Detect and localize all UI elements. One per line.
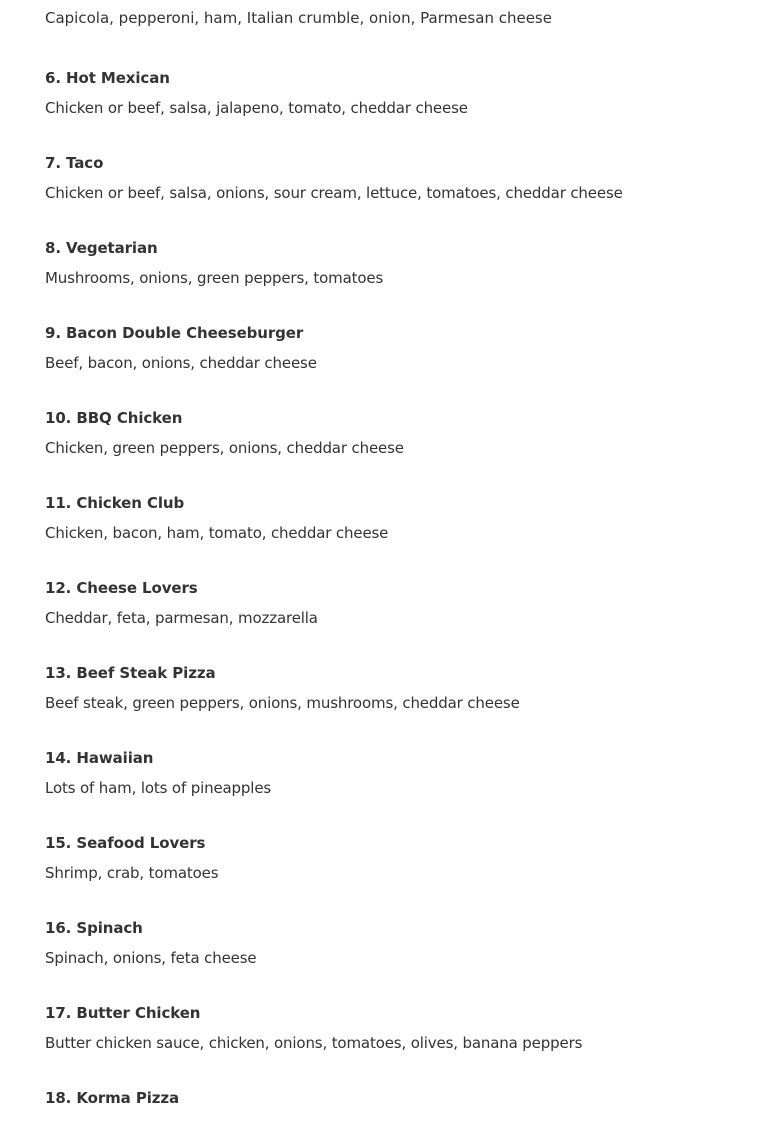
- menu-item-title: 18. Korma Pizza: [45, 1089, 180, 1107]
- menu-item-title: 8. Vegetarian: [45, 239, 158, 257]
- menu-item-12: [45, 576, 745, 630]
- menu-item-description: Chicken, bacon, ham, tomato, cheddar cheese: [45, 524, 389, 542]
- menu-item-17: [45, 1001, 745, 1055]
- menu-item-description: Lots of ham, lots of pineapples: [45, 779, 272, 797]
- menu-item-title: 11. Chicken Club: [45, 494, 185, 512]
- menu-item-title: 12. Cheese Lovers: [45, 579, 198, 597]
- menu-item-description: Chicken or beef, salsa, jalapeno, tomato, cheddar cheese: [45, 99, 468, 117]
- menu-item-18: [45, 1086, 745, 1110]
- menu-item-16: [45, 916, 745, 970]
- menu-item-description: Shrimp, crab, tomatoes: [45, 864, 219, 882]
- menu-item-10: [45, 406, 745, 460]
- menu-item-description: Mushrooms, onions, green peppers, tomatoes: [45, 269, 384, 287]
- menu-item-title: 7. Taco: [45, 154, 104, 172]
- menu-item-title: 16. Spinach: [45, 919, 143, 937]
- menu-item-11: [45, 491, 745, 545]
- menu-item-description: Cheddar, feta, parmesan, mozzarella: [45, 609, 318, 627]
- menu-item-description: Chicken or beef, salsa, onions, sour cream, lettuce, tomatoes, cheddar cheese: [45, 184, 623, 202]
- menu-item-title: 9. Bacon Double Cheeseburger: [45, 324, 304, 342]
- menu-item-title: 10. BBQ Chicken: [45, 409, 183, 427]
- menu-item-description: Butter chicken sauce, chicken, onions, tomatoes, olives, banana peppers: [45, 1034, 583, 1052]
- menu-item-8: [45, 236, 745, 290]
- menu-item-14: [45, 746, 745, 800]
- menu-item-7: [45, 151, 745, 205]
- menu-item-title: 15. Seafood Lovers: [45, 834, 206, 852]
- menu-item-title: 17. Butter Chicken: [45, 1004, 201, 1022]
- menu-item-title: 13. Beef Steak Pizza: [45, 664, 216, 682]
- menu-item-description: Beef, bacon, onions, cheddar cheese: [45, 354, 317, 372]
- menu-item-15: [45, 831, 745, 885]
- menu-item-13: [45, 661, 745, 715]
- menu-item-description: Beef steak, green peppers, onions, mushrooms, cheddar cheese: [45, 694, 520, 712]
- menu-item-9: [45, 321, 745, 375]
- menu-item-6: [45, 66, 745, 120]
- menu-item-description: Spinach, onions, feta cheese: [45, 949, 257, 967]
- menu-item-description: Chicken, green peppers, onions, cheddar cheese: [45, 439, 404, 457]
- menu-item-title: 14. Hawaiian: [45, 749, 154, 767]
- menu-item-5-description: Capicola, pepperoni, ham, Italian crumble, onion, Parmesan cheese: [45, 9, 552, 27]
- menu-item-title: 6. Hot Mexican: [45, 69, 170, 87]
